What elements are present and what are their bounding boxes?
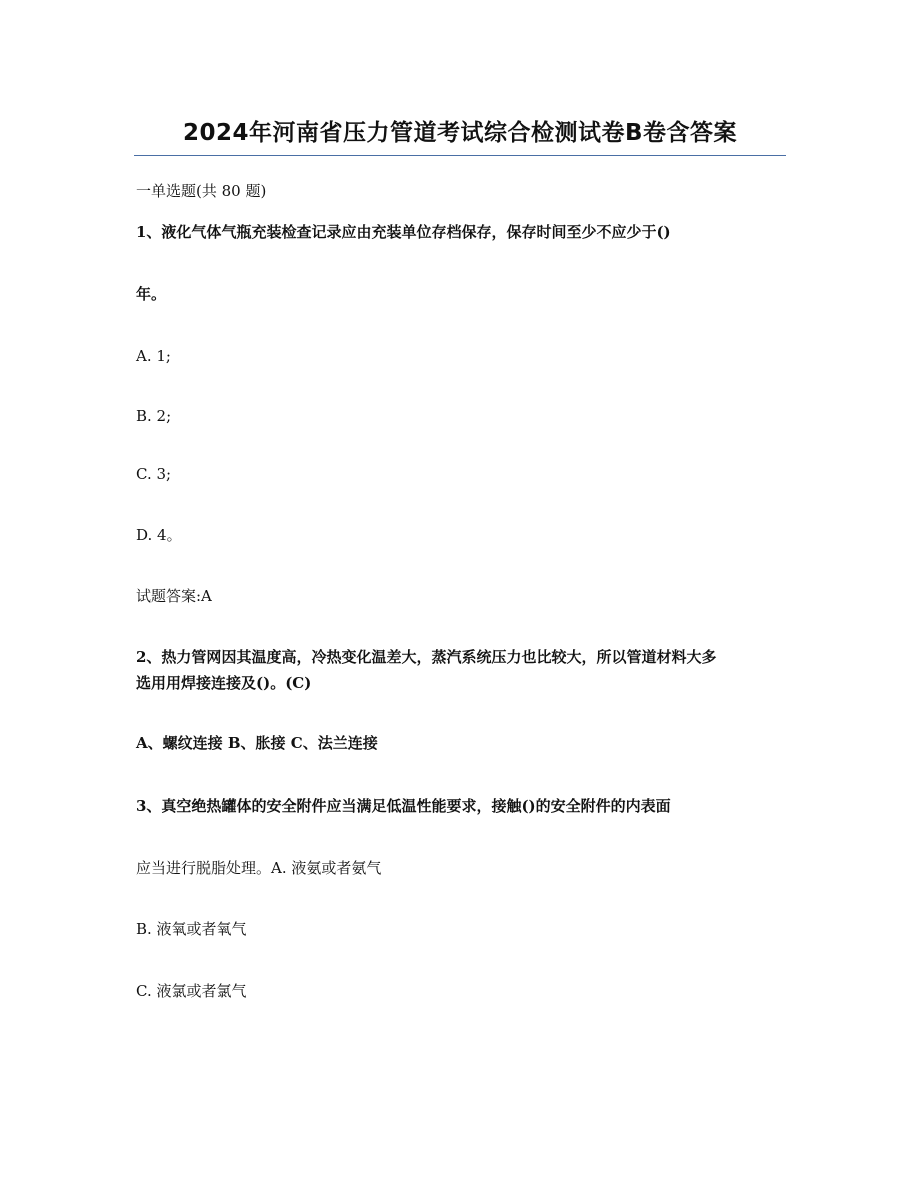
question-1-option-b: B. 2; xyxy=(136,407,172,425)
document-title: 2024年河南省压力管道考试综合检测试卷B卷含答案 xyxy=(182,120,738,146)
title-underline xyxy=(134,155,786,156)
question-2-text-continued: 选用用焊接连接及()。(C) xyxy=(136,674,312,692)
question-3-text-continued: 应当进行脱脂处理。A. 液氨或者氨气 xyxy=(136,859,382,877)
question-1-text-continued: 年。 xyxy=(136,285,167,303)
question-1-option-d: D. 4。 xyxy=(136,526,182,544)
question-3-option-c: C. 液氯或者氯气 xyxy=(136,982,247,1000)
question-2-text: 2、热力管网因其温度高，冷热变化温差大，蒸汽系统压力也比较大，所以管道材料大多 xyxy=(136,648,717,666)
section-header: 一单选题(共 80 题) xyxy=(136,182,267,200)
question-1-answer: 试题答案:A xyxy=(136,587,212,605)
question-3-option-b: B. 液氧或者氧气 xyxy=(136,920,247,938)
question-2-options: A、螺纹连接 B、胀接 C、法兰连接 xyxy=(136,734,378,752)
question-3-text: 3、真空绝热罐体的安全附件应当满足低温性能要求，接触()的安全附件的内表面 xyxy=(136,797,671,815)
question-1-option-a: A. 1; xyxy=(136,347,171,365)
question-1-option-c: C. 3; xyxy=(136,465,172,483)
question-1-text: 1、液化气体气瓶充装检查记录应由充装单位存档保存，保存时间至少不应少于() xyxy=(136,223,671,241)
